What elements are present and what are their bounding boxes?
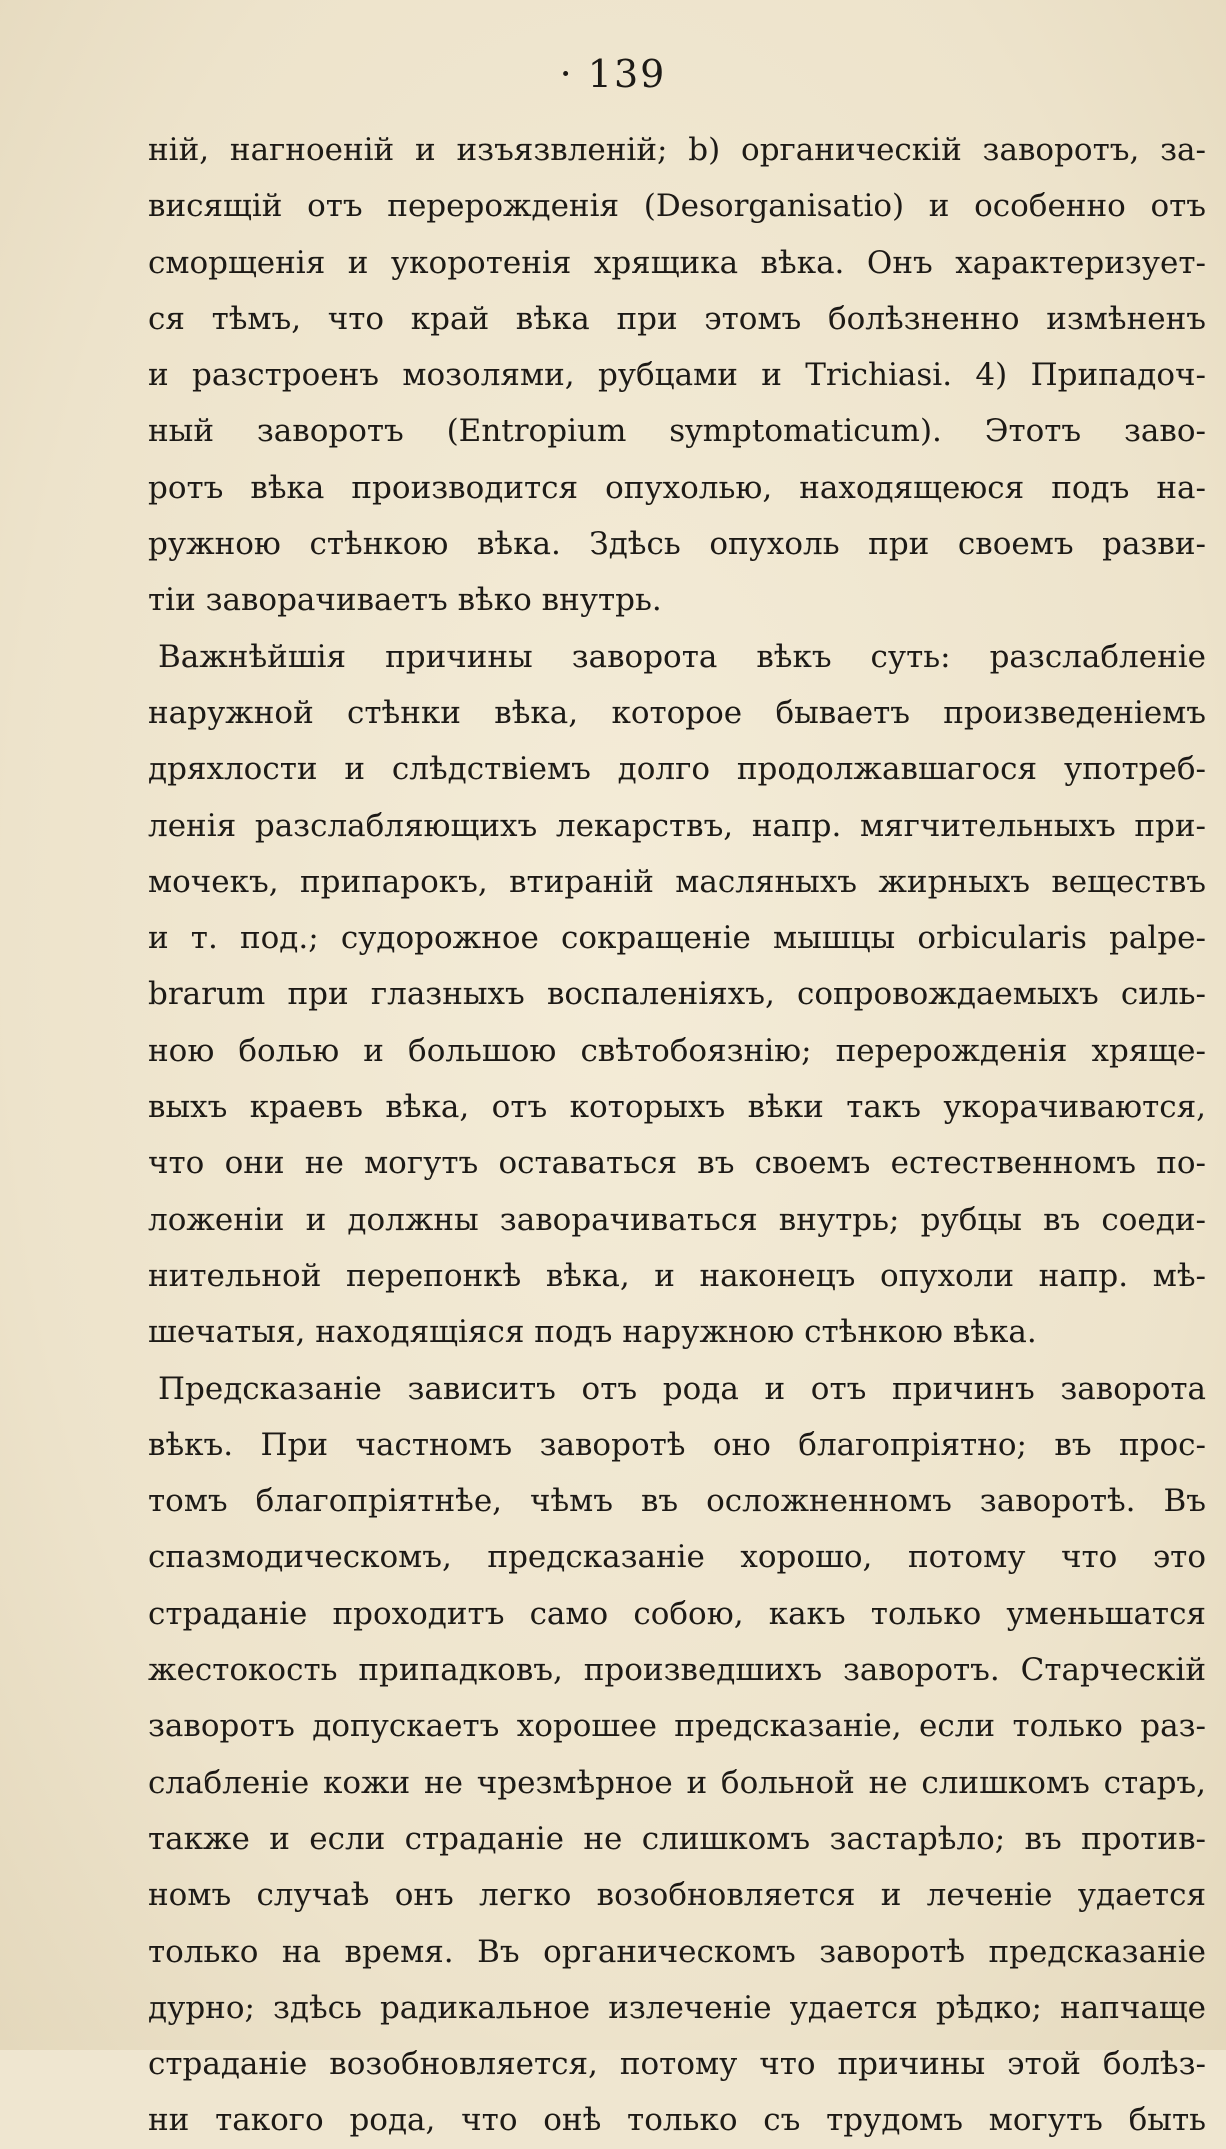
text-line: жестокость припадковъ, произведшихъ заворотъ. Старческій (148, 1652, 1206, 1689)
text-line: сморщенія и укоротенія хрящика вѣка. Онъ характеризует- (148, 244, 1206, 281)
text-line: слабленіе кожи не чрезмѣрное и больной не слишкомъ старъ, (148, 1764, 1206, 1801)
text-line: страданіе проходитъ само собою, какъ только уменьшатся (148, 1595, 1206, 1632)
text-line: ротъ вѣка производится опухолью, находящеюся подъ на- (148, 469, 1206, 506)
text-line: нительной перепонкѣ вѣка, и наконецъ опухоли напр. мѣ- (148, 1257, 1206, 1294)
text-line: выхъ краевъ вѣка, отъ которыхъ вѣки такъ укорачиваются, (148, 1089, 1206, 1126)
text-line: ній, нагноеній и изъязвленій; b) органическій заворотъ, за- (148, 132, 1206, 168)
text-line: ся тѣмъ, что край вѣка при этомъ болѣзненно измѣненъ (148, 300, 1206, 337)
text-line: Предсказаніе зависитъ отъ рода и отъ причинъ заворота (158, 1370, 1206, 1407)
body-text (148, 122, 1206, 2149)
text-line: также и если страданіе не слишкомъ застарѣло; въ против- (148, 1820, 1206, 1857)
text-line: томъ благопріятнѣе, чѣмъ въ осложненномъ заворотѣ. Въ (148, 1483, 1206, 1520)
text-line: страданіе возобновляется, потому что причины этой болѣз- (148, 2046, 1206, 2083)
page-number: · 139 (559, 52, 667, 96)
text-line: мочекъ, припарокъ, втираній масляныхъ жирныхъ веществъ (148, 863, 1206, 900)
text-line: ный заворотъ (Entropium symptomaticum). Этотъ заво- (148, 413, 1206, 450)
text-line: ною болью и большою свѣтобоязнію; перерожденія хряще- (148, 1032, 1206, 1069)
text-line: висящій отъ перерожденія (Desorganisatio) и особенно отъ (148, 188, 1206, 225)
text-line: и разстроенъ мозолями, рубцами и Trichiasi. 4) Припадоч- (148, 357, 1206, 394)
text-line: только на время. Въ органическомъ заворотѣ предсказаніе (148, 1933, 1206, 1970)
text-line: вѣкъ. При частномъ заворотѣ оно благопріятно; въ прос- (148, 1426, 1206, 1463)
text-line: спазмодическомъ, предсказаніе хорошо, потому что это (148, 1539, 1206, 1576)
text-line: ни такого рода, что онѣ только съ трудомъ могутъ быть (148, 2102, 1206, 2139)
text-line: дурно; здѣсь радикальное излеченіе удается рѣдко; напчаще (148, 1989, 1206, 2026)
text-line: тіи заворачиваетъ вѣко внутрь. (148, 582, 662, 619)
text-line: номъ случаѣ онъ легко возобновляется и леченіе удается (148, 1877, 1206, 1914)
text-line: ленія разслабляющихъ лекарствъ, напр. мягчительныхъ при- (148, 807, 1206, 844)
text-line: дряхлости и слѣдствіемъ долго продолжавшагося употреб- (148, 751, 1206, 788)
text-line: что они не могутъ оставаться въ своемъ естественномъ по- (148, 1145, 1206, 1182)
text-line: ложеніи и должны заворачиваться внутрь; рубцы въ соеди- (148, 1201, 1206, 1238)
text-line: и т. под.; судорожное сокращеніе мышцы orbicularis palpe- (148, 920, 1206, 957)
text-line: Важнѣйшія причины заворота вѣкъ суть: разслабленіе (158, 638, 1206, 675)
text-line: наружной стѣнки вѣка, которое бываетъ произведеніемъ (148, 694, 1206, 731)
text-line: ружною стѣнкою вѣка. Здѣсь опухоль при своемъ разви- (148, 526, 1206, 563)
text-line: brarum при глазныхъ воспаленіяхъ, сопровождаемыхъ силь- (148, 976, 1206, 1013)
text-line: заворотъ допускаетъ хорошее предсказаніе, если только раз- (148, 1708, 1206, 1745)
text-line: шечатыя, находящіяся подъ наружною стѣнкою вѣка. (148, 1314, 1037, 1351)
